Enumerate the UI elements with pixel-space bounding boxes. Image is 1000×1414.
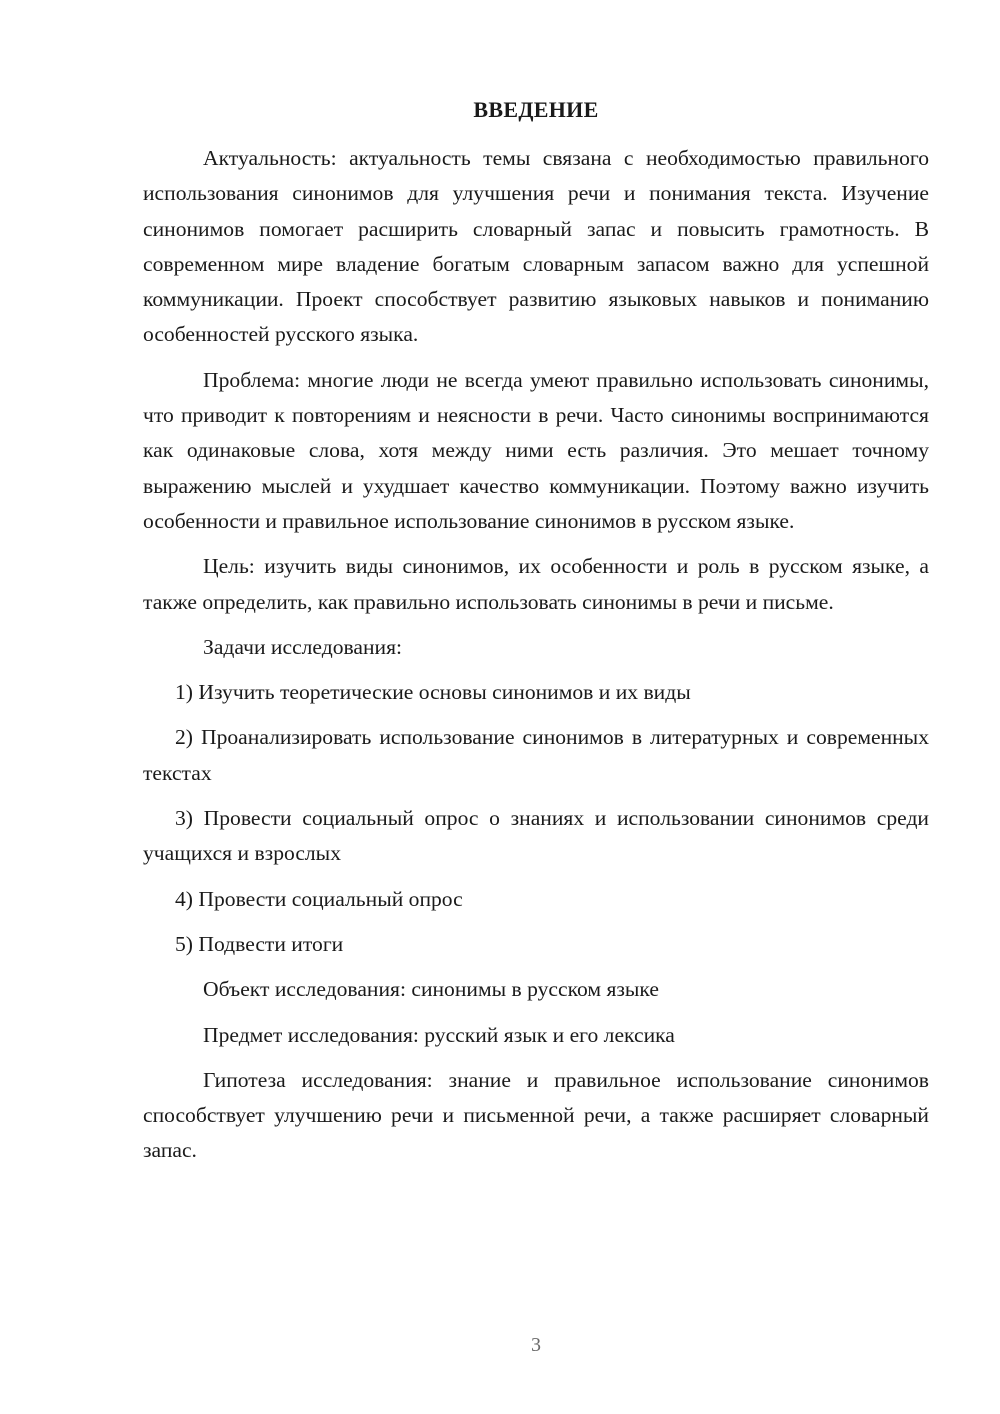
task-item-4: 4) Провести социальный опрос: [175, 886, 463, 911]
research-object: Объект исследования: синонимы в русском языке: [203, 977, 659, 1002]
task-item-3: 3) Провести социальный опрос о знаниях и использовании синонимов среди учащихся и взрослых: [143, 806, 929, 866]
research-subject: Предмет исследования: русский язык и его лексика: [203, 1022, 675, 1047]
research-hypothesis: Гипотеза исследования: знание и правильное использование синонимов способствует улучшению речи и письменной речи, а также расширяет словарный запас.: [143, 1067, 929, 1163]
task-item-2: 2) Проанализировать использование синонимов в литературных и современных текстах: [143, 725, 929, 785]
relevance-paragraph: Актуальность: актуальность темы связана с необходимостью правильного использования синонимов для улучшения речи и понимания текста. Изучение синонимов помогает расширить словарный запас и повысить грамотность. В современном мире владение богатым словарным запасом важно для успешной коммуникации. Проект способствует развитию языковых навыков и пониманию особенностей русского языка.: [143, 146, 929, 347]
page-title: ВВЕДЕНИЕ: [473, 97, 599, 122]
page-number: 3: [531, 1334, 541, 1356]
document-body: [143, 141, 929, 1179]
problem-paragraph: Проблема: многие люди не всегда умеют правильно использовать синонимы, что приводит к повторениям и неясности в речи. Часто синонимы воспринимаются как одинаковые слова, хотя между ними есть различия. Это мешает точному выражению мыслей и ухудшает качество коммуникации. Поэтому важно изучить особенности и правильное использование синонимов в русском языке.: [143, 367, 929, 533]
task-item-1: 1) Изучить теоретические основы синонимов и их виды: [175, 680, 691, 705]
goal-paragraph: Цель: изучить виды синонимов, их особенности и роль в русском языке, а также определить, как правильно использовать синонимы в речи и письме.: [143, 554, 929, 614]
task-item-5: 5) Подвести итоги: [175, 931, 344, 956]
tasks-heading: Задачи исследования:: [203, 634, 403, 659]
